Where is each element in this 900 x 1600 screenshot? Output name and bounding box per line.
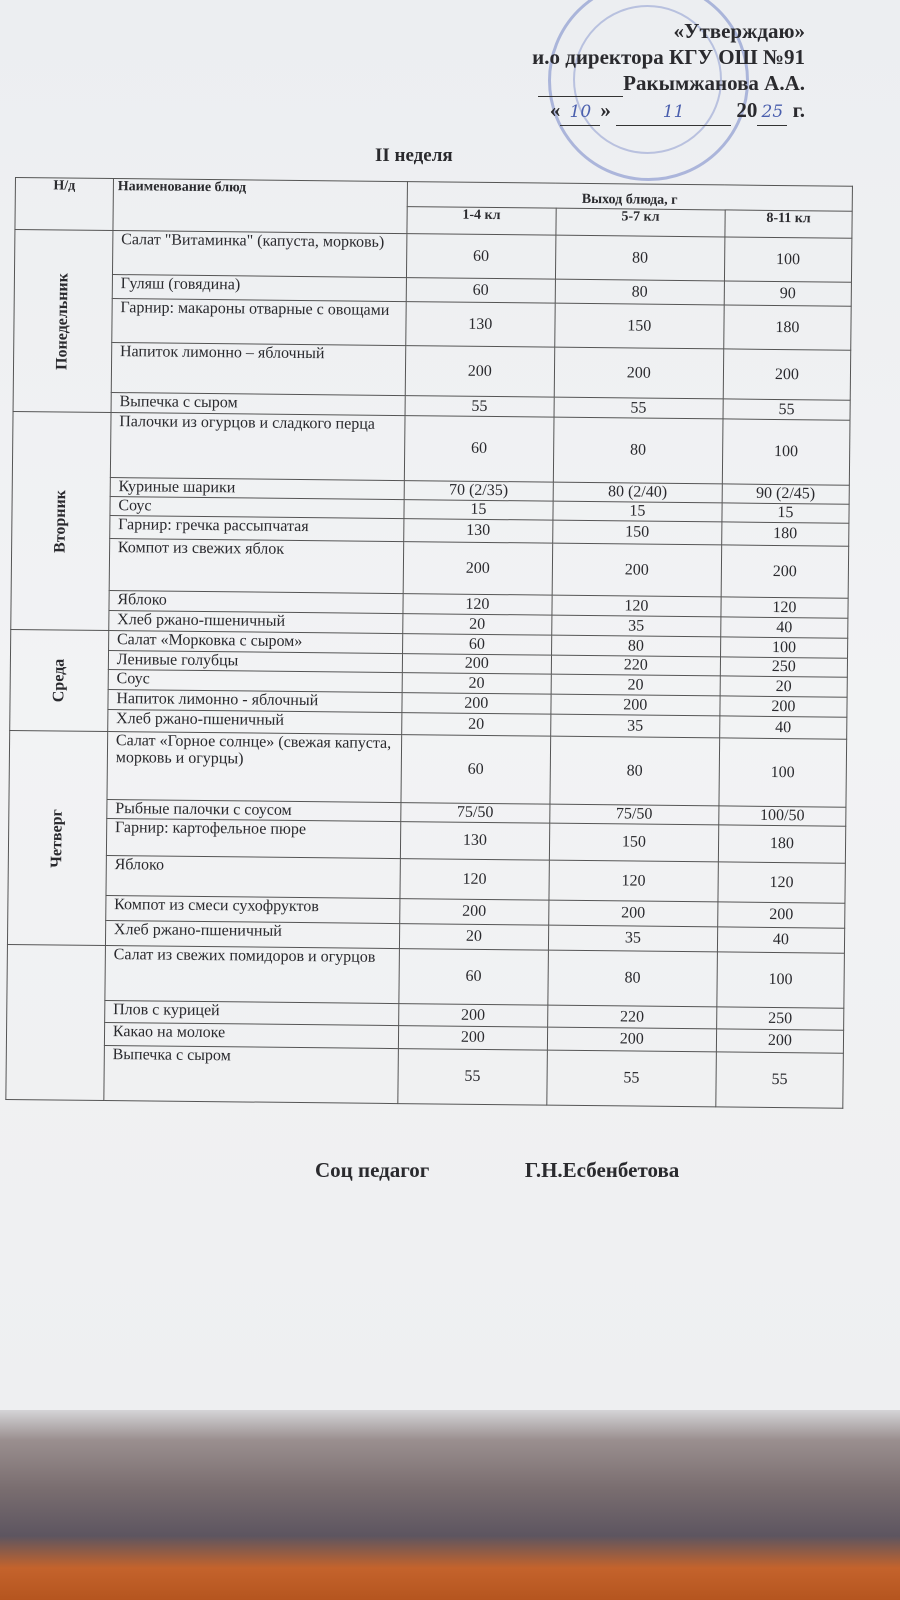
approval-name-line	[532, 70, 805, 97]
day-label: Вторник	[51, 489, 70, 553]
menu-table	[5, 177, 853, 1109]
portion-value: 60	[399, 949, 549, 1006]
day-cell	[6, 944, 105, 1100]
portion-value: 200	[405, 346, 555, 398]
dish-name: Салат «Морковка с сыром»	[108, 631, 402, 654]
table-row	[6, 1044, 844, 1108]
dish-name: Выпечка с сыром	[111, 393, 405, 416]
portion-value: 130	[406, 302, 555, 348]
dish-name: Гуляш (говядина)	[112, 275, 406, 302]
portion-value: 15	[404, 500, 553, 521]
table-row	[9, 730, 847, 807]
dish-name: Рыбные палочки с соусом	[107, 799, 401, 821]
portion-value: 90 (2/45)	[722, 484, 849, 504]
portion-value: 250	[720, 657, 847, 677]
table-row	[7, 944, 845, 1008]
portion-value: 15	[553, 501, 722, 522]
approval-position: и.о директора КГУ ОШ №91	[532, 45, 805, 69]
portion-value: 55	[398, 1049, 548, 1106]
portion-value: 40	[717, 927, 844, 953]
portion-value: 80	[553, 417, 723, 484]
portion-value: 55	[723, 399, 850, 420]
portion-value: 120	[718, 862, 846, 903]
day-cell	[7, 730, 107, 945]
dish-name: Напиток лимонно - яблочный	[108, 690, 402, 713]
portion-value: 200	[721, 545, 849, 598]
header-group-1-4: 1-4 кл	[407, 207, 556, 236]
approval-block	[532, 18, 805, 126]
portion-value: 20	[402, 673, 551, 695]
dish-name: Салат "Витаминка" (капуста, морковь)	[112, 231, 406, 278]
day-cell	[10, 629, 109, 731]
portion-value: 60	[406, 278, 555, 304]
header-dish-name: Наименование блюд	[113, 179, 408, 234]
portion-value: 200	[547, 1027, 716, 1052]
portion-value: 200	[554, 347, 724, 399]
portion-value: 120	[403, 594, 552, 616]
portion-value: 100	[719, 738, 847, 807]
year-prefix: 20	[736, 98, 758, 122]
dish-name: Гарнир: макароны отварные с овощами	[112, 299, 406, 346]
day-label: Среда	[49, 658, 68, 703]
date-day: 10	[560, 99, 600, 126]
header-group-5-7: 5-7 кл	[556, 208, 725, 237]
portion-value: 20	[551, 674, 720, 696]
header-output: Выход блюда, г	[407, 182, 852, 212]
portion-value: 75/50	[401, 803, 550, 824]
portion-value: 20	[403, 614, 552, 636]
dish-name: Гарнир: картофельное пюре	[106, 818, 400, 858]
portion-value: 180	[718, 825, 846, 863]
dish-name: Яблоко	[109, 591, 403, 614]
portion-value: 60	[402, 634, 551, 656]
portion-value: 40	[721, 617, 848, 638]
dish-name: Салат «Горное солнце» (свежая капуста, морковь и огурцы)	[107, 731, 402, 802]
portion-value: 180	[722, 522, 849, 546]
portion-value: 100	[720, 637, 847, 658]
date-prefix: «	[549, 98, 561, 122]
portion-value: 20	[402, 713, 551, 737]
portion-value: 80	[555, 235, 724, 281]
table-row	[11, 537, 848, 598]
portion-value: 55	[547, 1050, 717, 1107]
day-cell	[11, 411, 111, 630]
portion-value: 20	[720, 676, 847, 697]
portion-value: 35	[552, 615, 721, 637]
portion-value: 100	[724, 237, 852, 282]
dish-name: Соус	[110, 497, 404, 519]
portion-value: 55	[716, 1052, 844, 1108]
date-mid: »	[600, 98, 611, 122]
portion-value: 60	[401, 735, 551, 805]
dish-name: Компот из смеси сухофруктов	[106, 895, 400, 923]
portion-value: 80	[550, 736, 720, 806]
dish-name: Хлеб ржано-пшеничный	[105, 920, 399, 948]
day-label: Четверг	[48, 808, 66, 868]
portion-value: 200	[402, 693, 551, 715]
day-label: Понедельник	[53, 272, 72, 370]
approval-title: «Утверждаю»	[673, 19, 805, 43]
portion-value: 180	[724, 305, 852, 350]
portion-value: 80	[555, 279, 724, 305]
portion-value: 150	[549, 823, 718, 862]
portion-value: 200	[398, 1004, 547, 1028]
portion-value: 40	[720, 716, 847, 739]
header-nd: Н/д	[15, 178, 113, 231]
footer-role: Соц педагог	[315, 1158, 430, 1182]
portion-value: 200	[549, 900, 718, 927]
approval-name: Ракымжанова А.А.	[623, 71, 805, 95]
signature-line	[538, 70, 623, 97]
approval-date	[532, 97, 805, 126]
portion-value: 200	[720, 696, 847, 717]
portion-value: 80	[548, 950, 718, 1007]
week-title: II неделя	[375, 145, 453, 166]
portion-value: 220	[551, 655, 720, 676]
portion-value: 20	[399, 924, 548, 951]
portion-value: 150	[553, 520, 722, 545]
portion-value: 55	[554, 397, 723, 419]
portion-value: 200	[718, 902, 845, 928]
portion-value: 130	[400, 822, 549, 861]
footer-signature	[315, 1158, 679, 1183]
portion-value: 200	[402, 654, 551, 675]
dish-name: Плов с курицей	[104, 1000, 398, 1025]
dish-name: Салат из свежих помидоров и огурцов	[105, 945, 400, 1003]
year-suffix: г.	[792, 98, 805, 122]
table-row	[12, 411, 850, 485]
portion-value: 35	[551, 714, 720, 738]
dish-name: Ленивые голубцы	[108, 651, 402, 673]
portion-value: 60	[406, 234, 555, 280]
footer-name: Г.Н.Есбенбетова	[524, 1158, 680, 1182]
portion-value: 200	[723, 349, 851, 400]
dish-name: Яблоко	[106, 855, 400, 898]
portion-value: 90	[724, 281, 851, 306]
portion-value: 60	[404, 416, 554, 483]
handwritten-signature	[435, 1158, 520, 1182]
table-row	[13, 341, 850, 400]
portion-value: 75/50	[550, 804, 719, 825]
date-year: 25	[757, 99, 787, 126]
dish-name: Хлеб ржано-пшеничный	[108, 710, 402, 735]
portion-value: 120	[552, 595, 721, 617]
portion-value: 120	[549, 860, 718, 902]
dish-name: Гарнир: гречка рассыпчатая	[110, 516, 404, 542]
portion-value: 80	[551, 635, 720, 657]
portion-value: 220	[547, 1005, 716, 1029]
portion-value: 200	[552, 543, 722, 597]
dish-name: Палочки из огурцов и сладкого перца	[110, 413, 405, 481]
portion-value: 250	[716, 1007, 843, 1030]
portion-value: 100/50	[719, 806, 846, 826]
portion-value: 120	[721, 597, 848, 618]
header-group-8-11: 8-11 кл	[725, 210, 852, 238]
portion-value: 100	[717, 952, 845, 1008]
portion-value: 200	[716, 1029, 843, 1053]
day-cell	[13, 230, 113, 413]
portion-value: 200	[551, 694, 720, 716]
dish-name: Напиток лимонно – яблочный	[111, 343, 406, 396]
dish-name: Хлеб ржано-пшеничный	[109, 611, 403, 634]
portion-value: 200	[400, 899, 549, 926]
dish-name: Какао на молоке	[104, 1022, 398, 1048]
date-month: 11	[616, 99, 731, 126]
portion-value: 200	[398, 1026, 547, 1051]
portion-value: 55	[405, 396, 554, 418]
dish-name: Соус	[108, 670, 402, 693]
dish-name: Компот из свежих яблок	[109, 539, 404, 594]
portion-value: 100	[722, 419, 850, 485]
portion-value: 130	[404, 519, 553, 544]
portion-value: 80 (2/40)	[553, 482, 722, 503]
dish-name: Куриные шарики	[110, 478, 404, 500]
dish-name: Выпечка с сыром	[104, 1045, 399, 1103]
portion-value: 15	[722, 503, 849, 523]
portion-value: 70 (2/35)	[404, 481, 553, 502]
portion-value: 35	[548, 925, 717, 952]
portion-value: 150	[555, 303, 724, 349]
portion-value: 200	[403, 542, 553, 596]
portion-value: 120	[400, 859, 549, 901]
